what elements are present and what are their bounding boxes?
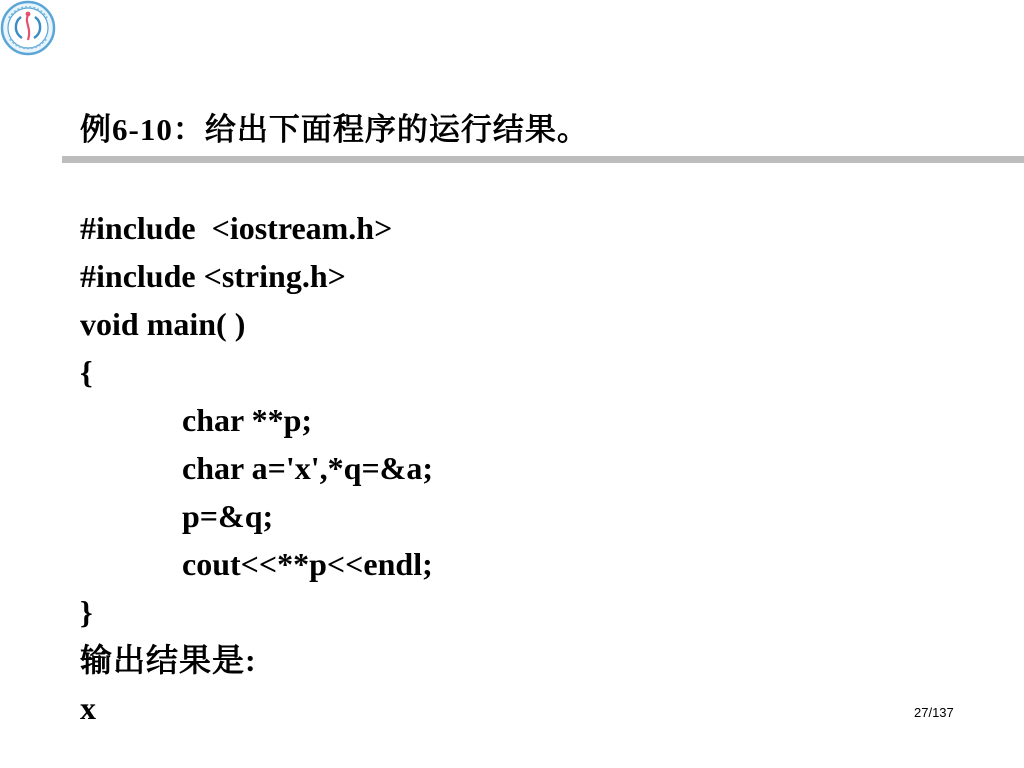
code-listing xyxy=(80,204,433,732)
code-line: #include <iostream.h> xyxy=(80,210,393,246)
code-line: p=&q; xyxy=(182,498,274,534)
result-label: 输出结果是: xyxy=(80,642,257,678)
code-line: } xyxy=(80,594,93,630)
page-number: 27/137 xyxy=(914,705,954,720)
slide-title: 例6-10：给出下面程序的运行结果。 xyxy=(80,112,589,147)
code-line: char **p; xyxy=(182,402,313,438)
result-value: x xyxy=(80,690,96,726)
title-divider xyxy=(62,156,1024,163)
code-line: char a='x',*q=&a; xyxy=(182,450,433,486)
university-seal-icon xyxy=(0,0,56,56)
code-line: { xyxy=(80,354,93,390)
code-line: #include <string.h> xyxy=(80,258,346,294)
code-line: void main( ) xyxy=(80,306,246,342)
code-line: cout<<**p<<endl; xyxy=(182,546,433,582)
